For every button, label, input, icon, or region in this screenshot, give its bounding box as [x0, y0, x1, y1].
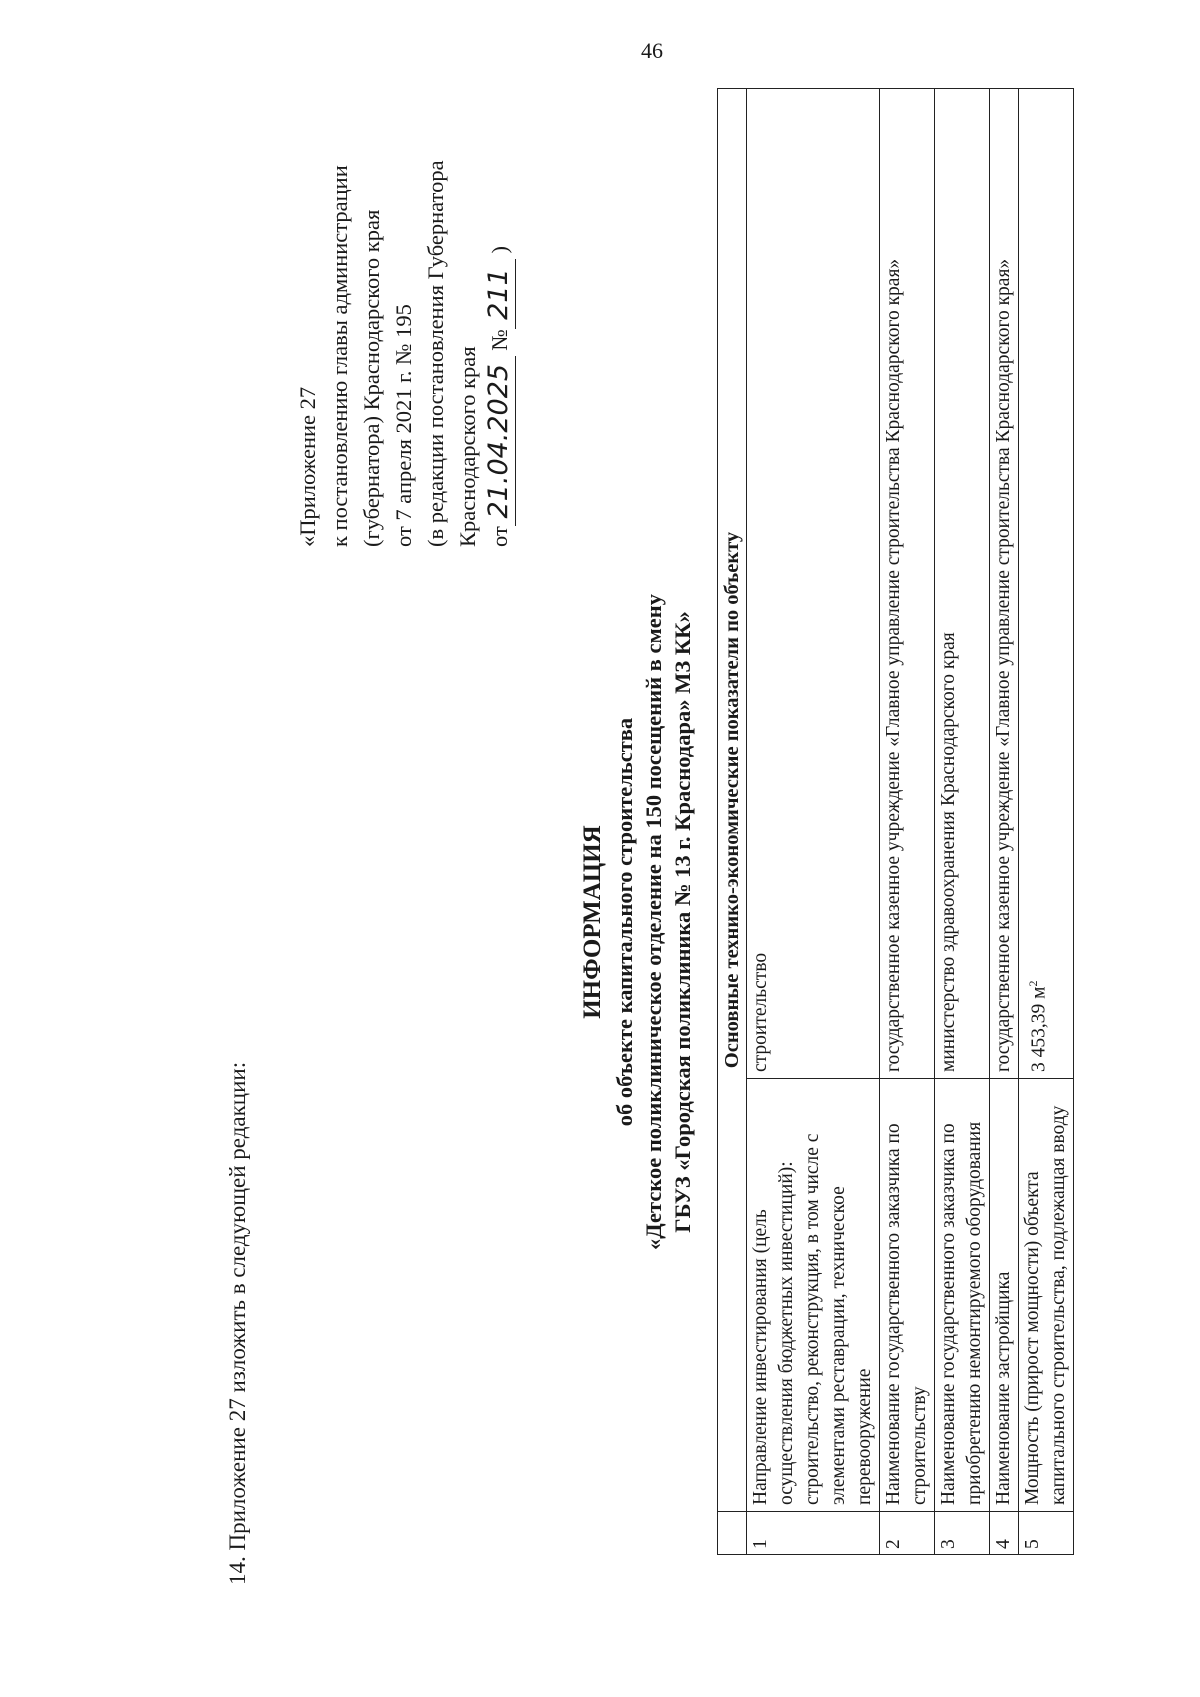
- row-number: 5: [1019, 1512, 1074, 1555]
- handwritten-number: 211: [485, 259, 516, 329]
- row-label: Направление инвестирования (цель осуществления бюджетных инвестиций): строительство, реконструкция, в том числе с элементами реставрации, техническое перевооружение: [747, 1079, 880, 1512]
- intro-text: 14. Приложение 27 изложить в следующей редакции:: [225, 1061, 250, 1585]
- row-value: строительство: [747, 89, 880, 1079]
- table-row: [880, 89, 935, 1555]
- row-label: Мощность (прирост мощности) объекта капитального строительства, подлежащая вводу: [1019, 1079, 1074, 1512]
- rotated-page-content: [0, 60, 1170, 1697]
- from-prefix: от: [487, 526, 512, 547]
- heading-title: ИНФОРМАЦИЯ: [579, 825, 606, 1019]
- row-number: 3: [935, 1512, 990, 1555]
- handwritten-date: 21.04.2025: [485, 356, 516, 526]
- row-value: министерство здравоохранения Краснодарского края: [935, 89, 990, 1079]
- appendix-line-2: к постановлению главы администрации: [327, 165, 352, 547]
- table-header-row: [718, 89, 747, 1555]
- header-blank-cell: [718, 1512, 747, 1555]
- table-row: [1019, 89, 1074, 1555]
- technical-indicators-table: [717, 88, 1074, 1555]
- page-number: 46: [641, 38, 663, 63]
- heading-line-1: об объекте капитального строительства: [612, 717, 637, 1127]
- row-number: 1: [747, 1512, 880, 1555]
- row-number: 4: [990, 1512, 1019, 1555]
- appendix-line-3: (губернатора) Краснодарского края: [359, 209, 384, 547]
- row-label: Наименование государственного заказчика по строительству: [880, 1079, 935, 1512]
- number-sign: №: [487, 329, 512, 351]
- row-value-cell: [1019, 89, 1074, 1079]
- row-value: государственное казенное учреждение «Главное управление строительства Краснодарского края»: [880, 89, 935, 1079]
- table-header: Основные технико-экономические показатели по объекту: [718, 89, 747, 1512]
- table-row: [747, 89, 880, 1555]
- appendix-line-5: (в редакции постановления Губернатора: [423, 160, 448, 547]
- document-heading: [578, 472, 697, 1372]
- appendix-signature-line: [484, 77, 516, 547]
- close-paren: ): [487, 245, 512, 254]
- appendix-block: [292, 77, 516, 547]
- appendix-line-4: от 7 апреля 2021 г. № 195: [391, 304, 416, 547]
- row-label: Наименование застройщика: [990, 1079, 1019, 1512]
- table-row: [935, 89, 990, 1555]
- heading-line-3: ГБУЗ «Городская поликлиника № 13 г. Краснодара» МЗ КК»: [670, 611, 695, 1233]
- appendix-line-6: Краснодарского края: [455, 346, 480, 547]
- row-number: 2: [880, 1512, 935, 1555]
- unit-superscript: 2: [1026, 980, 1040, 987]
- table-row: [990, 89, 1019, 1555]
- row-value: государственное казенное учреждение «Главное управление строительства Краснодарского края»: [990, 89, 1019, 1079]
- appendix-line-1: «Приложение 27: [295, 386, 320, 547]
- heading-line-2: «Детское поликлиническое отделение на 150 посещений в смену: [641, 594, 666, 1250]
- row-label: Наименование государственного заказчика по приобретению немонтируемого оборудования: [935, 1079, 990, 1512]
- row-value: 3 453,39 м: [1028, 986, 1050, 1072]
